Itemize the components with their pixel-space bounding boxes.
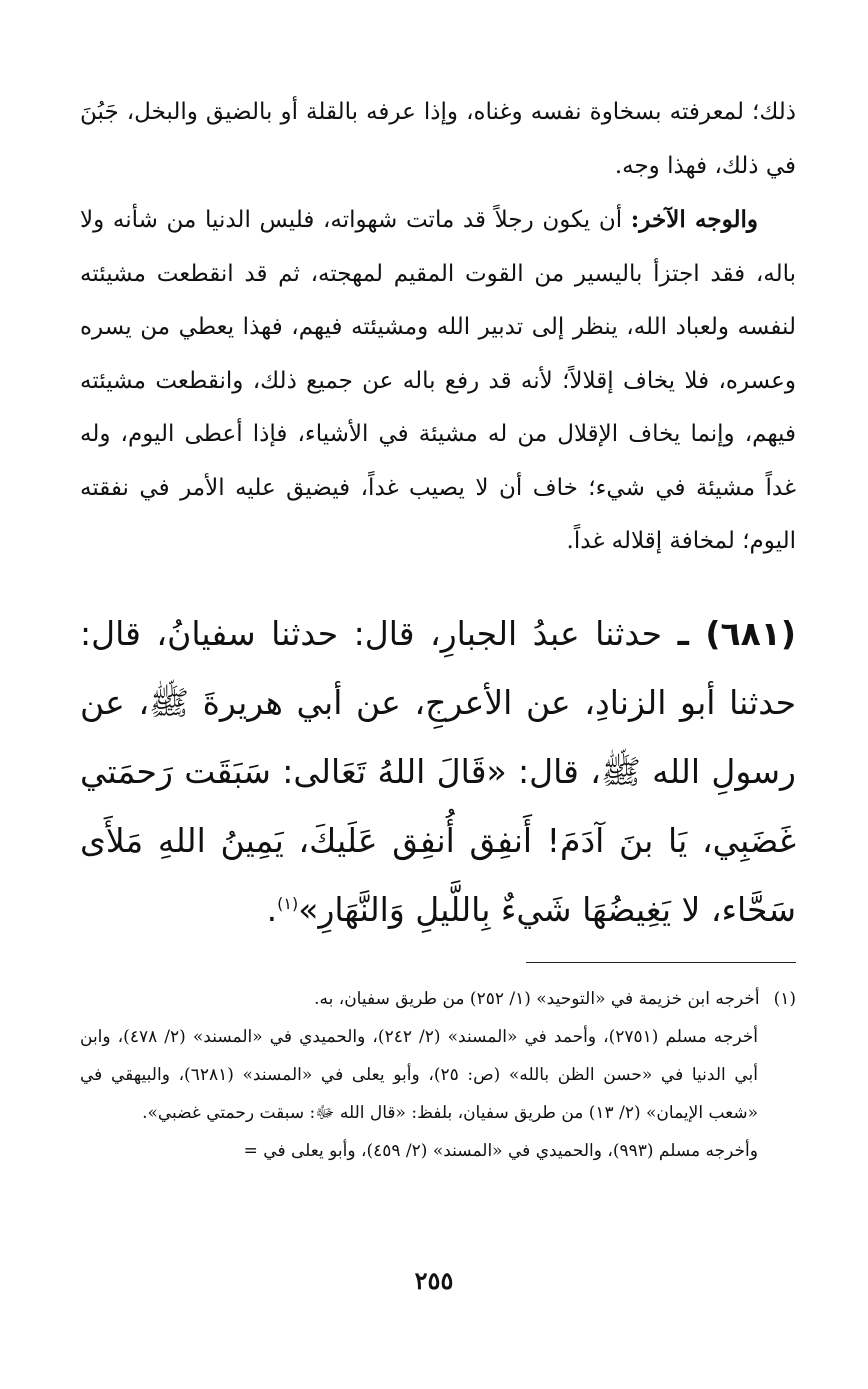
footnotes	[80, 980, 796, 1170]
paragraph-2-text: أن يكون رجلاً قد ماتت شهواته، فليس الدنيا من شأنه ولا باله، فقد اجتزأ باليسير من القوت المقيم لمهجته، ثم قد انقطعت مشيئته لنفسه ولعباد الله، ينظر إلى تدبير الله ومشيئته فيهم، فهذا يعطي من يسره وعسره، فلا يخاف إقلالاً؛ لأنه قد رفع باله عن جميع ذلك، وانقطعت مشيئته فيهم، وإنما يخاف الإقلال من له مشيئة في الأشياء، فإذا أعطى اليوم، وله غداً مشيئة في شيء؛ خاف أن لا يصيب غداً، فيضيق عليه الأمر في نفقته اليوم؛ لمخافة إقلاله غداً.	[80, 207, 796, 554]
footnote-reference: (١)	[277, 893, 299, 913]
hadith-number: (٦٨١) ـ	[677, 613, 796, 653]
footnote-number: (١)	[773, 989, 796, 1009]
hadith-end: .	[266, 889, 278, 929]
paragraph-1: ذلك؛ لمعرفته بسخاوة نفسه وغناه، وإذا عرفه بالقلة أو بالضيق والبخل، جَبُنَ في ذلك، فهذا وجه.	[80, 99, 796, 179]
hadith-text: حدثنا عبدُ الجبارِ، قال: حدثنا سفيانُ، قال: حدثنا أبو الزنادِ، عن الأعرجِ، عن أبي هريرةَ ﷺ، عن رسولِ الله ﷺ، قال: «قَالَ اللهُ تَعَالى: سَبَقَت رَحمَتي غَضَبِي، يَا بنَ آدَمَ! أَنفِق أُنفِق عَلَيكَ، يَمِينُ اللهِ مَلأَى سَحَّاء، لا يَغِيضُهَا شَيءٌ بِاللَّيلِ وَالنَّهَارِ»	[80, 613, 796, 929]
footnote-paragraph-2: أخرجه مسلم (٢٧٥١)، وأحمد في «المسند» (٢/ ٢٤٢)، والحميدي في «المسند» (٢/ ٤٧٨)، وابن أبي الدنيا في «حسن الظن بالله» (ص: ٢٥)، وأبو يعلى في «المسند» (٦٢٨١)، والبيهقي في «شعب الإيمان» (٢/ ١٣) من طريق سفيان، بلفظ: «قال الله ﷻ: سبقت رحمتي غضبي».	[80, 1027, 759, 1123]
hadith-block	[80, 599, 796, 944]
footnote-1	[80, 980, 796, 1018]
main-text	[80, 86, 796, 944]
footnote-paragraph-3: وأخرجه مسلم (٩٩٣)، والحميدي في «المسند» (٢/ ٤٥٩)، وأبو يعلى في =	[243, 1141, 758, 1161]
page-number: ٢٥٥	[414, 1266, 454, 1295]
paragraph-2	[80, 193, 796, 569]
footnote-separator	[526, 962, 796, 963]
footnote-line-1: أخرجه ابن خزيمة في «التوحيد» (١/ ٢٥٢) من طريق سفيان، به.	[314, 989, 760, 1009]
paragraph-2-lead: والوجه الآخر:	[630, 206, 758, 233]
